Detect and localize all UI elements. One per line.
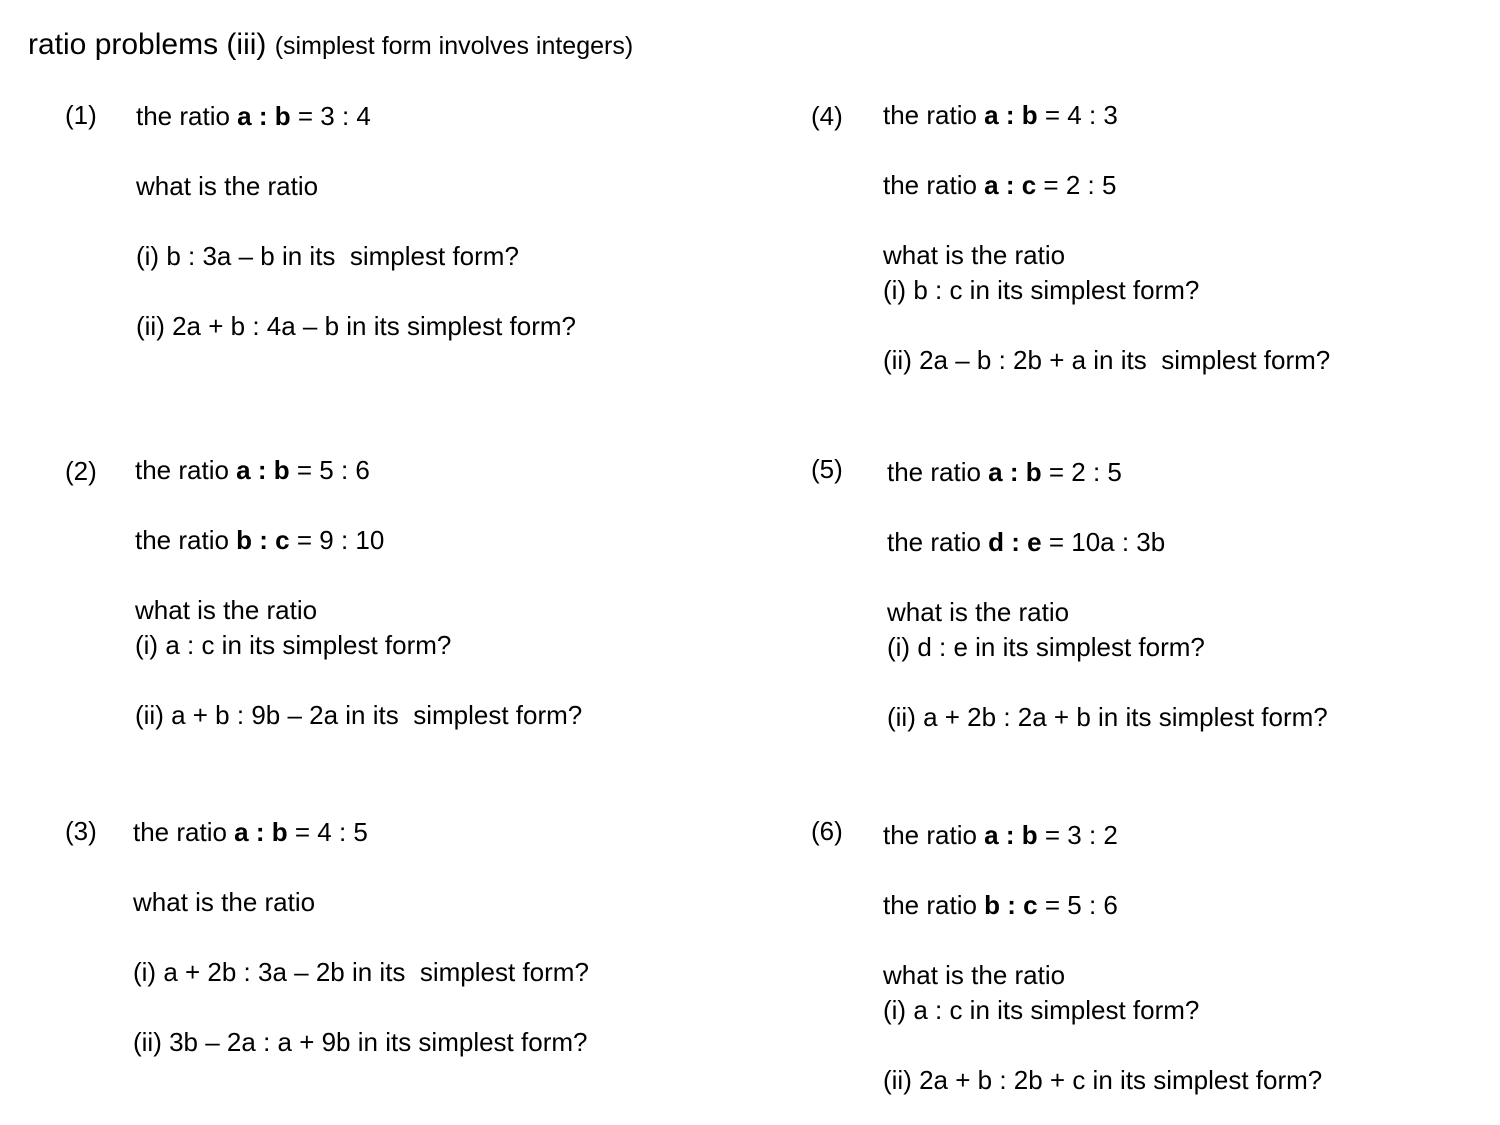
given-ratio: the ratio b : c = 9 : 10 xyxy=(135,525,385,555)
question-part-ii: (ii) 2a + b : 2b + c in its simplest form? xyxy=(883,1065,1323,1095)
question-part-i: (i) b : c in its simplest form? xyxy=(883,275,1200,305)
question-number: (2) xyxy=(65,456,97,486)
question-number: (5) xyxy=(811,454,843,484)
given-ratio: the ratio b : c = 5 : 6 xyxy=(883,890,1118,920)
given-ratio: the ratio a : b = 3 : 4 xyxy=(136,101,371,131)
given-ratio: the ratio a : b = 4 : 5 xyxy=(133,817,368,847)
question-part-i: (i) d : e in its simplest form? xyxy=(887,632,1205,662)
question-number: (6) xyxy=(811,816,843,846)
given-ratio: the ratio a : b = 3 : 2 xyxy=(883,820,1118,850)
given-ratio: the ratio a : c = 2 : 5 xyxy=(883,170,1117,200)
question-part-i: (i) a + 2b : 3a – 2b in its simplest form? xyxy=(133,957,589,987)
question-number: (3) xyxy=(65,816,97,846)
question-part-ii: (ii) 2a + b : 4a – b in its simplest form? xyxy=(136,311,577,341)
question-prompt: what is the ratio xyxy=(136,171,319,201)
question-part-i: (i) a : c in its simplest form? xyxy=(883,995,1200,1025)
given-ratio: the ratio a : b = 4 : 3 xyxy=(883,100,1118,130)
question-prompt: what is the ratio xyxy=(133,887,316,917)
question-part-ii: (ii) a + b : 9b – 2a in its simplest form? xyxy=(135,700,583,730)
question-prompt: what is the ratio xyxy=(883,240,1066,270)
question-part-ii: (ii) a + 2b : 2a + b in its simplest form? xyxy=(887,702,1328,732)
page-title xyxy=(28,28,633,62)
question-part-i: (i) a : c in its simplest form? xyxy=(135,630,452,660)
question-part-ii: (ii) 2a – b : 2b + a in its simplest form? xyxy=(883,345,1331,375)
given-ratio: the ratio d : e = 10a : 3b xyxy=(887,527,1166,557)
question-prompt: what is the ratio xyxy=(135,595,318,625)
question-number: (1) xyxy=(65,100,97,130)
question-part-ii: (ii) 3b – 2a : a + 9b in its simplest form? xyxy=(133,1027,588,1057)
title-subtitle: (simplest form involves integers) xyxy=(274,32,634,60)
question-prompt: what is the ratio xyxy=(887,597,1070,627)
title-main: ratio problems (iii) xyxy=(28,28,267,61)
given-ratio: the ratio a : b = 5 : 6 xyxy=(135,455,370,485)
question-number: (4) xyxy=(811,101,843,131)
given-ratio: the ratio a : b = 2 : 5 xyxy=(887,457,1122,487)
question-prompt: what is the ratio xyxy=(883,960,1066,990)
question-part-i: (i) b : 3a – b in its simplest form? xyxy=(136,241,519,271)
